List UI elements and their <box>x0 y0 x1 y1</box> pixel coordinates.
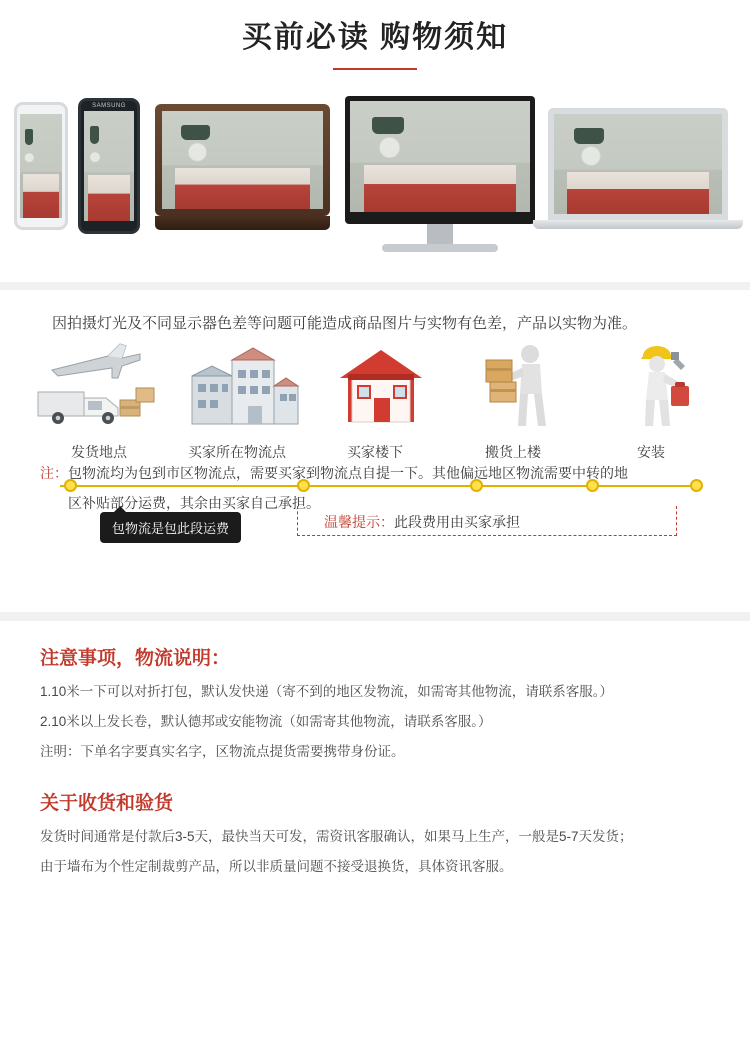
phone-iphone <box>14 102 68 230</box>
receiving-line-2: 由于墙布为个性定制裁剪产品，所以非质量问题不接受退换货，具体资讯客服。 <box>40 859 513 874</box>
flow-step-5 <box>582 336 720 462</box>
logistics-line-1: 1.10米一下可以对折打包，默认发快递（寄不到的地区发物流，如需寄其他物流，请联系客服。） <box>40 684 614 699</box>
flow-step-label: 买家所在物流点 <box>188 444 286 460</box>
bedroom-photo <box>162 111 323 209</box>
tv-black-large <box>345 96 535 224</box>
receiving-heading: 关于收货和验货 <box>40 793 174 814</box>
receiving-line-1: 发货时间通常是付款后3-5天，最快当天可发，需资讯客服确认，如果马上生产，一般是5-7天发货； <box>40 829 633 844</box>
page-title: 买前必读 购物须知 <box>241 21 509 54</box>
plane-truck-icon <box>30 336 168 432</box>
bedroom-photo <box>350 101 530 212</box>
bedroom-photo <box>20 114 62 218</box>
note-label: 注： <box>40 465 68 481</box>
shipping-included-badge: 包物流是包此段运费 <box>100 512 241 543</box>
flow-step-4 <box>444 336 582 462</box>
tip-label: 温馨提示： <box>324 514 394 530</box>
note-line-2: 区补贴部分运费，其余由买家自己承担。 <box>68 495 320 511</box>
tv-black-neck <box>427 224 453 246</box>
mover-icon <box>444 336 582 432</box>
warehouse-building-icon <box>190 342 300 428</box>
worker-with-tools-icon <box>627 342 691 428</box>
page-header <box>0 0 750 70</box>
title-underline <box>333 68 417 70</box>
house-icon <box>306 336 444 432</box>
bedroom-photo <box>554 114 722 214</box>
samsung-brand-label: SAMSUNG <box>92 103 126 109</box>
tv-brown-frame <box>155 104 330 216</box>
flow-step-label: 安装 <box>637 444 665 460</box>
flow-step-label: 买家楼下 <box>347 444 403 460</box>
phone-samsung <box>78 98 140 234</box>
flow-step-3 <box>306 336 444 462</box>
logistics-line-2: 2.10米以上发长卷，默认德邦或安能物流（如需寄其他物流，请联系客服。） <box>40 714 492 729</box>
color-difference-note: 因拍摄灯光及不同显示器色差等问题可能造成商品图片与实物有色差，产品以实物为准。 <box>52 315 638 332</box>
flow-icon-row <box>0 362 750 462</box>
logistics-flow <box>0 362 750 592</box>
logistics-line-3: 注明：下单名字要真实名字，区物流点提货需要携带身份证。 <box>40 744 405 759</box>
laptop <box>548 108 728 220</box>
flow-step-label: 发货地点 <box>71 444 127 460</box>
logistics-note <box>40 458 710 518</box>
note-line-1: 包物流均为包到市区物流点，需要买家到物流点自提一下。其他偏远地区物流需要中转的地 <box>68 465 628 481</box>
flow-step-1 <box>30 336 168 462</box>
tv-black-base <box>382 244 498 252</box>
house-shape-icon <box>338 346 424 426</box>
logistics-heading: 注意事项，物流说明： <box>40 648 231 669</box>
receiving-section <box>0 788 750 879</box>
tip-value: 此段费用由买家承担 <box>394 514 520 530</box>
device-showcase <box>0 90 750 260</box>
laptop-base <box>533 220 743 229</box>
flow-step-label: 搬货上楼 <box>485 444 541 460</box>
person-carrying-box-icon <box>484 342 556 428</box>
divider-band <box>0 282 750 290</box>
bedroom-photo <box>84 111 134 221</box>
tv-brown-stand <box>155 216 330 230</box>
flow-step-2 <box>168 336 306 462</box>
divider-band-2 <box>0 612 750 621</box>
truck-icon <box>36 378 156 426</box>
warehouse-icon <box>168 336 306 432</box>
logistics-section <box>0 643 750 764</box>
worker-icon <box>582 336 720 432</box>
